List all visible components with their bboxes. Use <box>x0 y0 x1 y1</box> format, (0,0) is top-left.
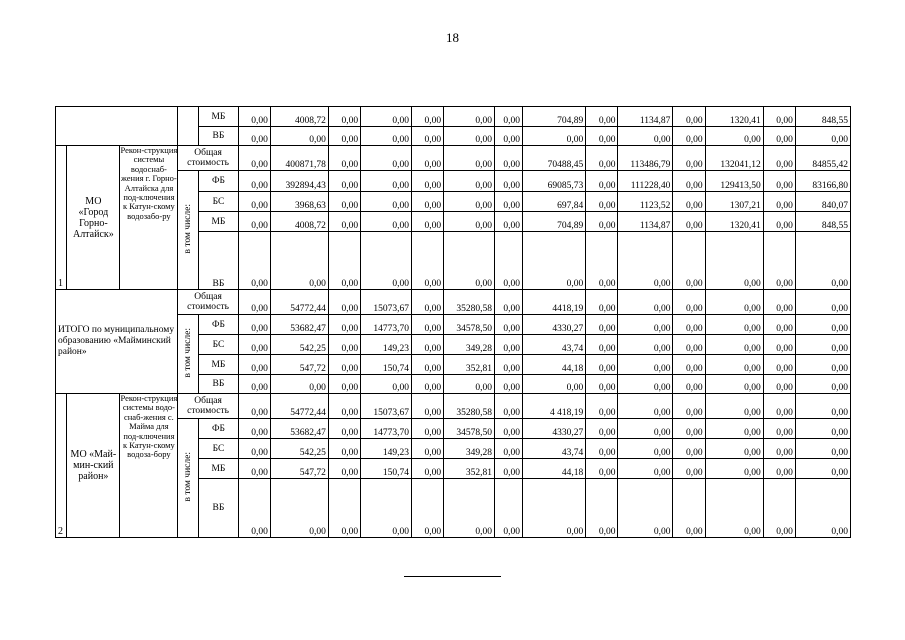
continued-blank-cell <box>178 107 199 146</box>
value-cell: 0,00 <box>411 192 443 212</box>
value-cell: 0,00 <box>411 394 443 419</box>
value-cell: 44,18 <box>522 459 585 479</box>
value-cell: 4418,19 <box>522 290 585 315</box>
value-cell: 0,00 <box>328 107 360 127</box>
value-cell: 0,00 <box>444 127 495 146</box>
value-cell: 0,00 <box>673 146 705 171</box>
value-cell: 0,00 <box>522 375 585 394</box>
total-cost-label-line1: Общая <box>194 148 222 158</box>
value-cell: 0,00 <box>328 394 360 419</box>
value-cell: 0,00 <box>238 192 270 212</box>
value-cell: 0,00 <box>586 459 618 479</box>
value-cell: 0,00 <box>618 479 673 538</box>
value-cell: 43,74 <box>522 335 585 355</box>
value-cell: 0,00 <box>494 459 522 479</box>
value-cell: 0,00 <box>763 479 795 538</box>
value-cell: 0,00 <box>494 315 522 335</box>
value-cell: 4330,27 <box>522 315 585 335</box>
value-cell: 0,00 <box>494 171 522 192</box>
value-cell: 0,00 <box>328 459 360 479</box>
value-cell: 0,00 <box>618 335 673 355</box>
value-cell: 0,00 <box>494 146 522 171</box>
value-cell: 3968,63 <box>270 192 328 212</box>
value-cell: 0,00 <box>763 212 795 232</box>
value-cell: 0,00 <box>411 290 443 315</box>
value-cell: 14773,70 <box>361 315 412 335</box>
page-number: 18 <box>446 30 459 45</box>
value-cell: 0,00 <box>238 171 270 192</box>
value-cell: 0,00 <box>328 439 360 459</box>
value-cell: 0,00 <box>586 192 618 212</box>
value-cell: 53682,47 <box>270 419 328 439</box>
municipality-name: МО «Май-мин-ский район» <box>67 394 120 538</box>
value-cell: 400871,78 <box>270 146 328 171</box>
work-description: Рекон-струкция системы водоснаб-жения г. Горно-Алтайска для под-ключения к Катун-скому водозабо-ру <box>120 146 178 290</box>
value-cell: 0,00 <box>673 355 705 375</box>
value-cell: 0,00 <box>522 127 585 146</box>
value-cell: 0,00 <box>411 315 443 335</box>
value-cell: 0,00 <box>328 479 360 538</box>
total-cost-label <box>178 394 238 419</box>
value-cell: 349,28 <box>444 335 495 355</box>
value-cell: 0,00 <box>328 315 360 335</box>
value-cell: 70488,45 <box>522 146 585 171</box>
value-cell: 0,00 <box>795 315 850 335</box>
value-cell: 0,00 <box>238 355 270 375</box>
including-label-text: в том числе: <box>183 451 194 502</box>
value-cell: 392894,43 <box>270 171 328 192</box>
continued-blank-cell <box>56 107 178 146</box>
value-cell: 0,00 <box>411 479 443 538</box>
value-cell: 0,00 <box>522 232 585 290</box>
value-cell: 0,00 <box>673 232 705 290</box>
value-cell: 0,00 <box>494 419 522 439</box>
value-cell: 150,74 <box>361 459 412 479</box>
value-cell: 0,00 <box>411 212 443 232</box>
total-cost-label-line1: Общая <box>194 292 222 302</box>
value-cell: 0,00 <box>238 479 270 538</box>
value-cell: 0,00 <box>361 375 412 394</box>
value-cell: 0,00 <box>494 355 522 375</box>
value-cell: 0,00 <box>618 439 673 459</box>
value-cell: 84855,42 <box>795 146 850 171</box>
value-cell: 0,00 <box>673 479 705 538</box>
value-cell: 0,00 <box>763 146 795 171</box>
source-label-bs: БС <box>199 192 238 212</box>
value-cell: 0,00 <box>328 127 360 146</box>
value-cell: 0,00 <box>328 419 360 439</box>
source-label-fb: ФБ <box>199 419 238 439</box>
value-cell: 0,00 <box>673 171 705 192</box>
value-cell: 0,00 <box>586 335 618 355</box>
value-cell: 4008,72 <box>270 212 328 232</box>
source-label-vb: ВБ <box>199 375 238 394</box>
itogo-label: ИТОГО по муниципальному образованию «Майминский район» <box>56 290 178 394</box>
value-cell: 542,25 <box>270 439 328 459</box>
value-cell: 0,00 <box>763 459 795 479</box>
value-cell: 0,00 <box>444 212 495 232</box>
value-cell: 0,00 <box>494 192 522 212</box>
value-cell: 0,00 <box>795 127 850 146</box>
value-cell: 0,00 <box>763 394 795 419</box>
value-cell: 0,00 <box>238 315 270 335</box>
value-cell: 0,00 <box>586 419 618 439</box>
source-label-vb: ВБ <box>199 479 238 538</box>
value-cell: 0,00 <box>705 335 763 355</box>
value-cell: 704,89 <box>522 212 585 232</box>
including-label-text: в том числе: <box>183 327 194 378</box>
value-cell: 0,00 <box>238 419 270 439</box>
table-row-itogo-total <box>56 290 851 315</box>
value-cell: 0,00 <box>238 335 270 355</box>
value-cell: 0,00 <box>618 315 673 335</box>
source-label-vb: ВБ <box>199 127 238 146</box>
value-cell: 0,00 <box>411 459 443 479</box>
value-cell: 0,00 <box>763 192 795 212</box>
value-cell: 0,00 <box>411 375 443 394</box>
value-cell: 0,00 <box>705 127 763 146</box>
value-cell: 0,00 <box>673 212 705 232</box>
value-cell: 542,25 <box>270 335 328 355</box>
value-cell: 0,00 <box>361 192 412 212</box>
value-cell: 0,00 <box>328 335 360 355</box>
value-cell: 0,00 <box>270 479 328 538</box>
value-cell: 547,72 <box>270 459 328 479</box>
value-cell: 0,00 <box>494 335 522 355</box>
value-cell: 0,00 <box>361 171 412 192</box>
value-cell: 0,00 <box>270 232 328 290</box>
value-cell: 4 418,19 <box>522 394 585 419</box>
value-cell: 0,00 <box>586 315 618 335</box>
row-index: 1 <box>56 146 67 290</box>
value-cell: 0,00 <box>673 394 705 419</box>
value-cell: 352,81 <box>444 459 495 479</box>
value-cell: 0,00 <box>673 192 705 212</box>
value-cell: 0,00 <box>705 375 763 394</box>
value-cell: 0,00 <box>444 171 495 192</box>
value-cell: 0,00 <box>795 479 850 538</box>
value-cell: 547,72 <box>270 355 328 375</box>
value-cell: 0,00 <box>618 459 673 479</box>
value-cell: 352,81 <box>444 355 495 375</box>
value-cell: 0,00 <box>494 375 522 394</box>
value-cell: 0,00 <box>795 290 850 315</box>
value-cell: 0,00 <box>411 232 443 290</box>
value-cell: 44,18 <box>522 355 585 375</box>
value-cell: 0,00 <box>238 459 270 479</box>
value-cell: 83166,80 <box>795 171 850 192</box>
value-cell: 0,00 <box>705 479 763 538</box>
value-cell: 0,00 <box>238 127 270 146</box>
budget-table <box>55 106 851 538</box>
value-cell: 111228,40 <box>618 171 673 192</box>
value-cell: 1123,52 <box>618 192 673 212</box>
value-cell: 149,23 <box>361 439 412 459</box>
value-cell: 113486,79 <box>618 146 673 171</box>
work-description: Рекон-струкция системы водо-снаб-жения с. Майма для под-ключения к Катун-скому водоза-бору <box>120 394 178 538</box>
value-cell: 0,00 <box>763 335 795 355</box>
including-label <box>178 315 199 394</box>
value-cell: 0,00 <box>618 127 673 146</box>
value-cell: 0,00 <box>763 290 795 315</box>
value-cell: 0,00 <box>586 232 618 290</box>
value-cell: 0,00 <box>763 355 795 375</box>
source-label-fb: ФБ <box>199 171 238 192</box>
value-cell: 0,00 <box>763 315 795 335</box>
value-cell: 0,00 <box>444 107 495 127</box>
value-cell: 1320,41 <box>705 107 763 127</box>
value-cell: 34578,50 <box>444 419 495 439</box>
value-cell: 1134,87 <box>618 107 673 127</box>
value-cell: 0,00 <box>586 355 618 375</box>
source-label-mb: МБ <box>199 459 238 479</box>
value-cell: 0,00 <box>705 459 763 479</box>
value-cell: 697,84 <box>522 192 585 212</box>
value-cell: 0,00 <box>522 479 585 538</box>
value-cell: 0,00 <box>763 419 795 439</box>
value-cell: 34578,50 <box>444 315 495 335</box>
source-label-mb: МБ <box>199 107 238 127</box>
source-label-bs: БС <box>199 439 238 459</box>
value-cell: 848,55 <box>795 212 850 232</box>
value-cell: 0,00 <box>444 146 495 171</box>
value-cell: 0,00 <box>411 107 443 127</box>
value-cell: 0,00 <box>586 394 618 419</box>
total-cost-label <box>178 146 238 171</box>
total-cost-label-line2: стоимость <box>187 406 229 416</box>
value-cell: 0,00 <box>795 355 850 375</box>
value-cell: 0,00 <box>361 479 412 538</box>
total-cost-label-line2: стоимость <box>187 158 229 168</box>
value-cell: 0,00 <box>411 146 443 171</box>
value-cell: 0,00 <box>705 315 763 335</box>
value-cell: 0,00 <box>238 439 270 459</box>
value-cell: 0,00 <box>238 107 270 127</box>
value-cell: 54772,44 <box>270 394 328 419</box>
value-cell: 0,00 <box>494 212 522 232</box>
value-cell: 15073,67 <box>361 394 412 419</box>
value-cell: 0,00 <box>328 192 360 212</box>
value-cell: 0,00 <box>238 394 270 419</box>
value-cell: 0,00 <box>673 315 705 335</box>
value-cell: 0,00 <box>494 107 522 127</box>
value-cell: 4330,27 <box>522 419 585 439</box>
value-cell: 0,00 <box>673 439 705 459</box>
value-cell: 0,00 <box>763 127 795 146</box>
value-cell: 0,00 <box>411 127 443 146</box>
value-cell: 0,00 <box>705 394 763 419</box>
value-cell: 0,00 <box>673 290 705 315</box>
value-cell: 0,00 <box>673 107 705 127</box>
value-cell: 0,00 <box>618 355 673 375</box>
value-cell: 0,00 <box>328 232 360 290</box>
value-cell: 132041,12 <box>705 146 763 171</box>
value-cell: 1307,21 <box>705 192 763 212</box>
including-label <box>178 419 199 538</box>
source-label-bs: БС <box>199 335 238 355</box>
value-cell: 0,00 <box>494 127 522 146</box>
source-label-vb: ВБ <box>199 232 238 290</box>
total-cost-label <box>178 290 238 315</box>
value-cell: 15073,67 <box>361 290 412 315</box>
value-cell: 0,00 <box>361 212 412 232</box>
value-cell: 0,00 <box>795 232 850 290</box>
value-cell: 0,00 <box>328 375 360 394</box>
value-cell: 0,00 <box>763 171 795 192</box>
value-cell: 69085,73 <box>522 171 585 192</box>
value-cell: 0,00 <box>494 479 522 538</box>
total-cost-label-line1: Общая <box>194 396 222 406</box>
row-index: 2 <box>56 394 67 538</box>
value-cell: 0,00 <box>705 232 763 290</box>
value-cell: 0,00 <box>795 439 850 459</box>
value-cell: 35280,58 <box>444 394 495 419</box>
source-label-mb: МБ <box>199 355 238 375</box>
including-label <box>178 171 199 290</box>
value-cell: 53682,47 <box>270 315 328 335</box>
value-cell: 0,00 <box>444 232 495 290</box>
value-cell: 0,00 <box>494 394 522 419</box>
value-cell: 0,00 <box>238 146 270 171</box>
value-cell: 0,00 <box>238 212 270 232</box>
value-cell: 0,00 <box>411 419 443 439</box>
value-cell: 0,00 <box>586 107 618 127</box>
value-cell: 0,00 <box>618 394 673 419</box>
table-body <box>56 107 851 538</box>
value-cell: 0,00 <box>328 212 360 232</box>
table-row-block2-total <box>56 394 851 419</box>
value-cell: 0,00 <box>586 375 618 394</box>
value-cell: 0,00 <box>444 479 495 538</box>
value-cell: 129413,50 <box>705 171 763 192</box>
value-cell: 0,00 <box>238 232 270 290</box>
value-cell: 0,00 <box>328 146 360 171</box>
value-cell: 1320,41 <box>705 212 763 232</box>
value-cell: 0,00 <box>705 439 763 459</box>
value-cell: 0,00 <box>705 419 763 439</box>
value-cell: 0,00 <box>586 127 618 146</box>
value-cell: 149,23 <box>361 335 412 355</box>
value-cell: 0,00 <box>494 232 522 290</box>
value-cell: 704,89 <box>522 107 585 127</box>
source-label-mb: МБ <box>199 212 238 232</box>
value-cell: 349,28 <box>444 439 495 459</box>
value-cell: 0,00 <box>411 439 443 459</box>
value-cell: 0,00 <box>618 232 673 290</box>
value-cell: 0,00 <box>763 232 795 290</box>
value-cell: 0,00 <box>673 419 705 439</box>
value-cell: 0,00 <box>795 459 850 479</box>
value-cell: 0,00 <box>705 290 763 315</box>
value-cell: 0,00 <box>444 375 495 394</box>
value-cell: 0,00 <box>586 146 618 171</box>
value-cell: 0,00 <box>238 375 270 394</box>
value-cell: 0,00 <box>586 212 618 232</box>
value-cell: 0,00 <box>270 375 328 394</box>
value-cell: 0,00 <box>328 355 360 375</box>
value-cell: 0,00 <box>763 439 795 459</box>
value-cell: 0,00 <box>763 107 795 127</box>
value-cell: 0,00 <box>270 127 328 146</box>
value-cell: 0,00 <box>705 355 763 375</box>
value-cell: 0,00 <box>494 290 522 315</box>
value-cell: 0,00 <box>795 419 850 439</box>
footnote-separator <box>404 576 501 577</box>
value-cell: 0,00 <box>618 290 673 315</box>
value-cell: 0,00 <box>411 355 443 375</box>
value-cell: 840,07 <box>795 192 850 212</box>
value-cell: 0,00 <box>586 171 618 192</box>
value-cell: 0,00 <box>494 439 522 459</box>
value-cell: 1134,87 <box>618 212 673 232</box>
value-cell: 43,74 <box>522 439 585 459</box>
municipality-name: МО «Город Горно-Алтайск» <box>67 146 120 290</box>
value-cell: 0,00 <box>673 335 705 355</box>
value-cell: 150,74 <box>361 355 412 375</box>
value-cell: 0,00 <box>328 290 360 315</box>
value-cell: 0,00 <box>618 419 673 439</box>
value-cell: 0,00 <box>586 479 618 538</box>
including-label-text: в том числе: <box>183 203 194 254</box>
value-cell: 0,00 <box>411 335 443 355</box>
value-cell: 0,00 <box>361 107 412 127</box>
total-cost-label-line2: стоимость <box>187 302 229 312</box>
value-cell: 0,00 <box>444 192 495 212</box>
value-cell: 0,00 <box>361 146 412 171</box>
value-cell: 54772,44 <box>270 290 328 315</box>
table-row-block1-total <box>56 146 851 171</box>
value-cell: 0,00 <box>795 375 850 394</box>
source-label-fb: ФБ <box>199 315 238 335</box>
value-cell: 0,00 <box>673 375 705 394</box>
table-row-top-mb <box>56 107 851 127</box>
value-cell: 0,00 <box>763 375 795 394</box>
value-cell: 14773,70 <box>361 419 412 439</box>
value-cell: 0,00 <box>795 394 850 419</box>
value-cell: 0,00 <box>328 171 360 192</box>
value-cell: 0,00 <box>361 127 412 146</box>
value-cell: 0,00 <box>586 439 618 459</box>
value-cell: 0,00 <box>586 290 618 315</box>
value-cell: 0,00 <box>673 127 705 146</box>
value-cell: 4008,72 <box>270 107 328 127</box>
value-cell: 0,00 <box>361 232 412 290</box>
value-cell: 0,00 <box>795 335 850 355</box>
value-cell: 0,00 <box>238 290 270 315</box>
value-cell: 0,00 <box>673 459 705 479</box>
value-cell: 35280,58 <box>444 290 495 315</box>
value-cell: 0,00 <box>411 171 443 192</box>
value-cell: 0,00 <box>618 375 673 394</box>
value-cell: 848,55 <box>795 107 850 127</box>
